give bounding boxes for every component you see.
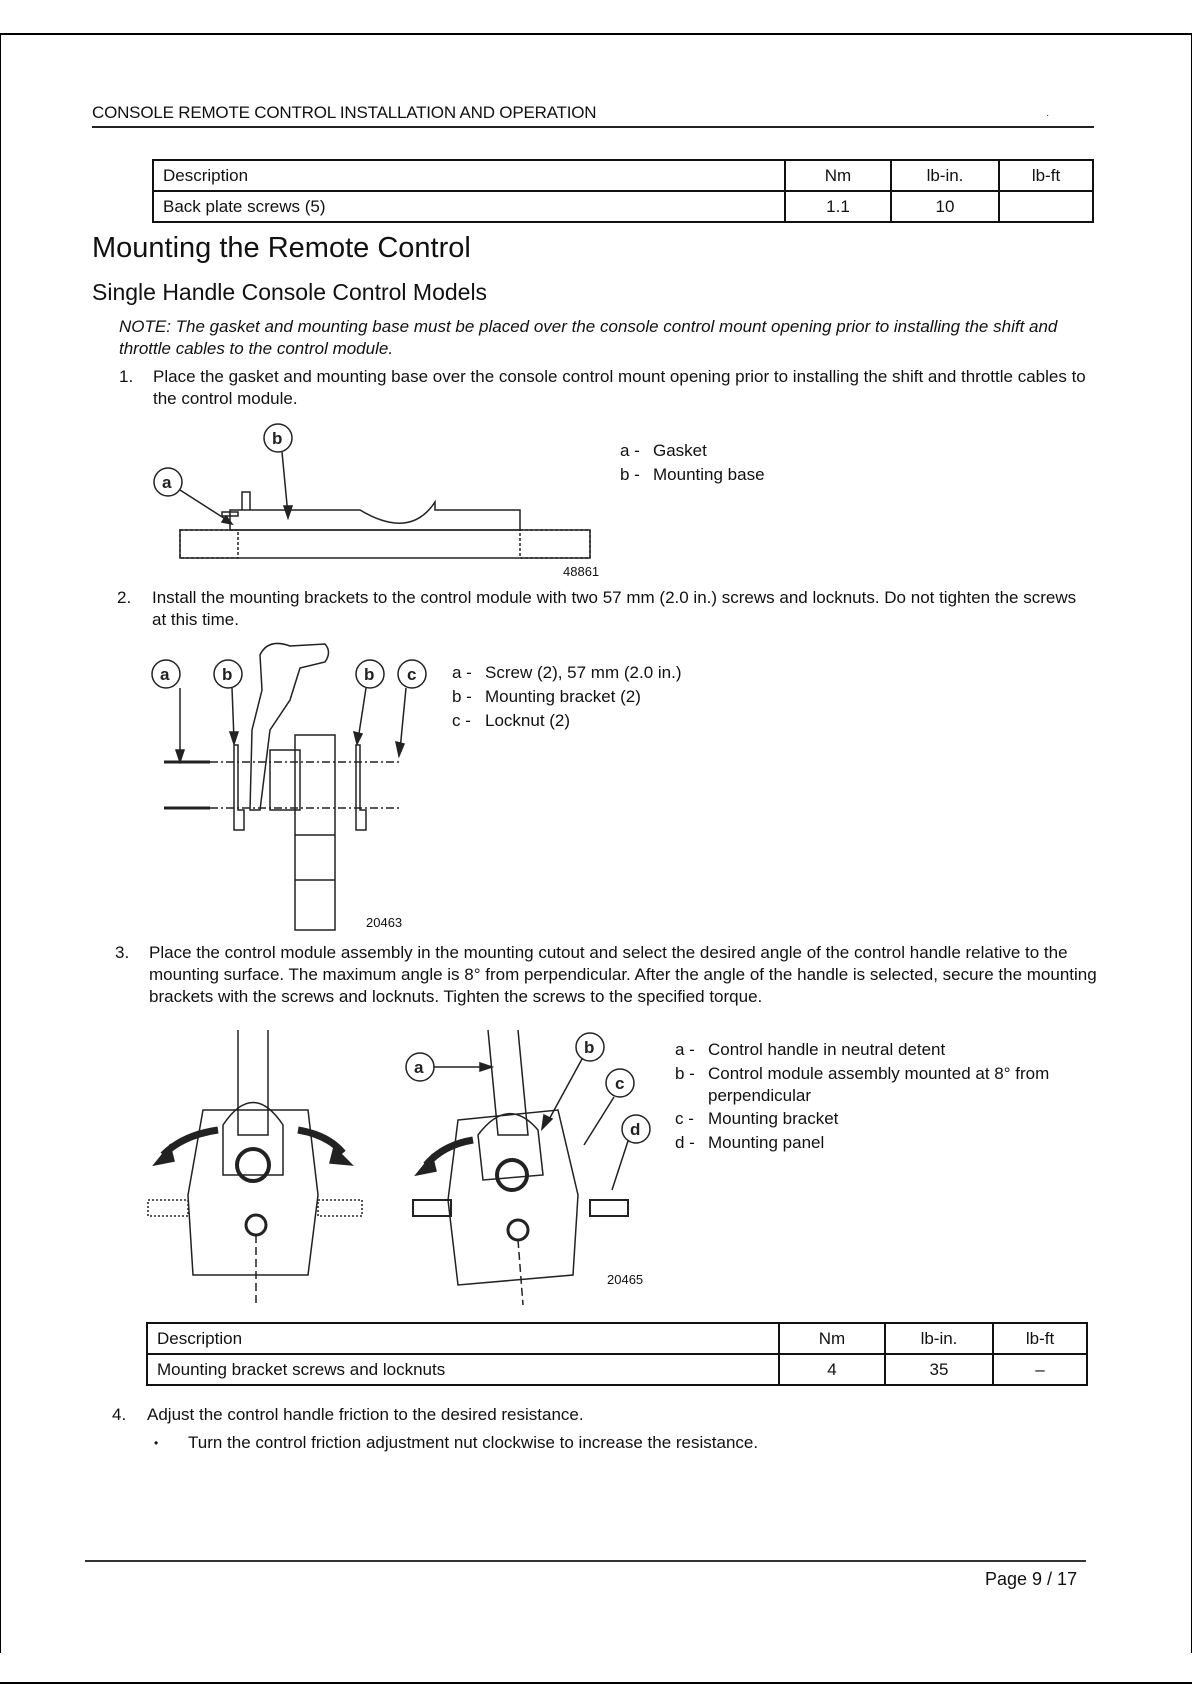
cell-lb-ft: – bbox=[993, 1354, 1087, 1385]
bottom-rule bbox=[0, 1682, 1192, 1684]
cell-lb-ft bbox=[999, 191, 1093, 222]
legend-item bbox=[452, 685, 682, 709]
legend-text: Mounting bracket (2) bbox=[485, 687, 641, 706]
cell-lb-in: 35 bbox=[885, 1354, 993, 1385]
col-nm: Nm bbox=[779, 1323, 885, 1354]
figure-3-legend bbox=[675, 1038, 1095, 1155]
cell-nm: 4 bbox=[779, 1354, 885, 1385]
legend-text: Gasket bbox=[653, 441, 707, 460]
legend-item bbox=[675, 1038, 1095, 1062]
svg-text:c: c bbox=[407, 665, 417, 684]
legend-item bbox=[452, 661, 682, 685]
step-text: Install the mounting brackets to the control module with two 57 mm (2.0 in.) screws and locknuts. Do not tighten the screws at this time. bbox=[152, 588, 1077, 629]
col-description: Description bbox=[147, 1323, 779, 1354]
legend-text: Screw (2), 57 mm (2.0 in.) bbox=[485, 663, 682, 682]
legend-item bbox=[675, 1131, 1095, 1155]
bullet-mark: • bbox=[154, 1436, 159, 1450]
col-nm: Nm bbox=[785, 160, 891, 191]
figure-1-number: 48861 bbox=[563, 564, 600, 579]
bullet-text: Turn the control friction adjustment nut clockwise to increase the resistance. bbox=[188, 1433, 759, 1452]
svg-text:a: a bbox=[414, 1058, 424, 1077]
header-rule bbox=[92, 126, 1094, 128]
header-dot: · bbox=[1046, 110, 1050, 121]
callout-b-label: b bbox=[272, 429, 283, 448]
legend-text: Mounting base bbox=[653, 465, 765, 484]
figure-gasket-diagram bbox=[150, 420, 600, 570]
legend-text: Mounting bracket bbox=[708, 1109, 839, 1128]
col-description: Description bbox=[153, 160, 785, 191]
step-number: 2. bbox=[117, 588, 132, 607]
table-header-row bbox=[147, 1323, 1087, 1354]
legend-key: d - bbox=[675, 1133, 695, 1152]
svg-text:d: d bbox=[630, 1120, 641, 1139]
legend-item bbox=[452, 709, 682, 733]
page-number: Page 9 / 17 bbox=[985, 1569, 1078, 1589]
step-text: Adjust the control handle friction to the desired resistance. bbox=[147, 1405, 584, 1424]
legend-key: b - bbox=[620, 465, 640, 484]
step-number: 1. bbox=[119, 367, 134, 386]
step-number: 3. bbox=[115, 943, 130, 962]
figure-2-number: 20463 bbox=[366, 915, 403, 930]
torque-table-1 bbox=[152, 159, 1094, 223]
callout-a-label: a bbox=[162, 473, 172, 492]
table-row bbox=[147, 1354, 1087, 1385]
legend-item bbox=[675, 1107, 1095, 1131]
legend-text: Control handle in neutral detent bbox=[708, 1040, 946, 1059]
col-lb-ft: lb-ft bbox=[999, 160, 1093, 191]
step-text: Place the gasket and mounting base over the console control mount opening prior to installing the shift and throttle cables to the control module. bbox=[153, 367, 1086, 408]
legend-key: a - bbox=[675, 1040, 695, 1059]
legend-item bbox=[675, 1063, 1095, 1107]
svg-text:b: b bbox=[584, 1038, 595, 1057]
legend-key: a - bbox=[620, 441, 640, 460]
svg-text:c: c bbox=[615, 1074, 625, 1093]
footer-rule bbox=[85, 1560, 1086, 1562]
step-text: Place the control module assembly in the mounting cutout and select the desired angle of the control handle relative to the mounting surface. The maximum angle is 8° from perpendicular. After the angle of the handle is selected, secure the mounting brackets with the screws and locknuts. Tighten the screws to the specified torque. bbox=[149, 943, 1097, 1006]
legend-key: b - bbox=[675, 1064, 695, 1083]
legend-key: a - bbox=[452, 663, 472, 682]
note: NOTE: The gasket and mounting base must be placed over the console control mount opening prior to installing the shift and throttle cables to the control module. bbox=[119, 317, 1058, 358]
legend-key: c - bbox=[675, 1109, 694, 1128]
legend-item bbox=[620, 463, 765, 487]
figure-1-legend bbox=[620, 439, 765, 487]
torque-table-2 bbox=[146, 1322, 1088, 1386]
header-title: CONSOLE REMOTE CONTROL INSTALLATION AND OPERATION bbox=[92, 103, 597, 122]
legend-text: Locknut (2) bbox=[485, 711, 571, 730]
legend-key: c - bbox=[452, 711, 471, 730]
legend-item bbox=[620, 439, 765, 463]
figure-angle-diagram bbox=[148, 1025, 668, 1305]
svg-text:b: b bbox=[364, 665, 375, 684]
cell-nm: 1.1 bbox=[785, 191, 891, 222]
section-title: Mounting the Remote Control bbox=[92, 232, 471, 264]
section-subtitle: Single Handle Console Control Models bbox=[92, 279, 488, 305]
figure-bracket-diagram bbox=[150, 640, 440, 932]
cell-description: Mounting bracket screws and locknuts bbox=[147, 1354, 779, 1385]
cell-description: Back plate screws (5) bbox=[153, 191, 785, 222]
legend-text: Control module assembly mounted at 8° from perpendicular bbox=[708, 1064, 1050, 1105]
figure-3-number: 20465 bbox=[607, 1272, 644, 1287]
col-lb-ft: lb-ft bbox=[993, 1323, 1087, 1354]
svg-text:a: a bbox=[160, 665, 170, 684]
col-lb-in: lb-in. bbox=[891, 160, 999, 191]
legend-key: b - bbox=[452, 687, 472, 706]
legend-text: Mounting panel bbox=[708, 1133, 825, 1152]
table-header-row bbox=[153, 160, 1093, 191]
cell-lb-in: 10 bbox=[891, 191, 999, 222]
col-lb-in: lb-in. bbox=[885, 1323, 993, 1354]
step-number: 4. bbox=[112, 1405, 127, 1424]
svg-text:b: b bbox=[222, 665, 233, 684]
table-row bbox=[153, 191, 1093, 222]
figure-2-legend bbox=[452, 661, 682, 733]
